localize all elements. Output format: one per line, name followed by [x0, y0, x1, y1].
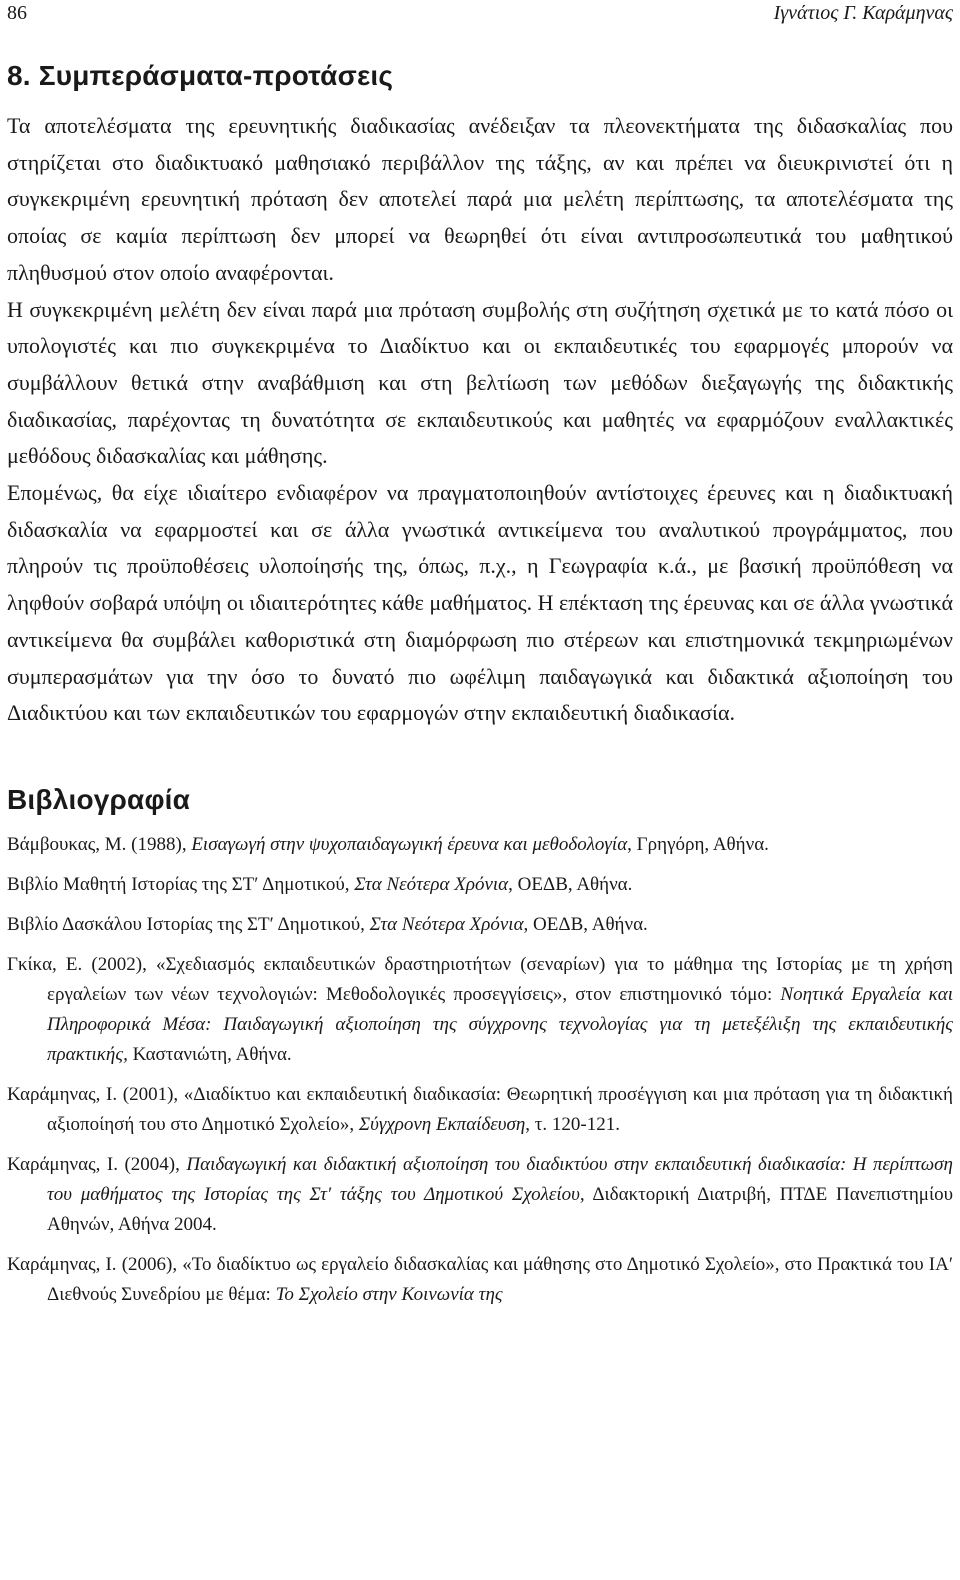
body-paragraph-2: Η συγκεκριμένη μελέτη δεν είναι παρά μια πρόταση συμβολής στη συζήτηση σχετικά με το κατά πόσο οι υπολογιστές και πιο συγκεκριμένα το Διαδίκτυο και οι εκπαιδευτικές του εφαρμογές μπορούν να συμβάλλουν θετικά στην αναβάθμιση και στη βελτίωση των μεθόδων διεξαγωγής της διδακτικής διαδικασίας, παρέχοντας τη δυνατότητα σε εκπαιδευτικούς και μαθητές να εφαρμόζουν εναλλακτικές μεθόδους διδασκαλίας και μάθησης.: [7, 296, 953, 469]
reference-publisher: , ΟΕΔΒ, Αθήνα.: [508, 873, 633, 895]
reference-title: Το Σχολείο στην Κοινωνία της: [275, 1283, 503, 1305]
reference-title: Στα Νεότερα Χρόνια: [369, 913, 524, 935]
reference-entry: [7, 1250, 953, 1310]
page: [7, 0, 953, 1320]
reference-entry: [7, 950, 953, 1070]
reference-text: Βάμβουκας, Μ. (1988),: [7, 833, 192, 855]
reference-text: Γκίκα, Ε. (2002), «Σχεδιασμός εκπαιδευτικών δραστηριοτήτων (σεναρίων) για το μάθημα της Ιστορίας με τη χρήση εργαλείων των νέων τεχνολογιών: Μεθοδολογικές προσεγγίσεις», στον επιστημονικό τόμο:: [7, 953, 953, 1005]
running-header: [7, 0, 953, 40]
reference-publisher: Καστανιώτη, Αθήνα.: [127, 1043, 292, 1065]
reference-text: Καράμηνας, Ι. (2006), «Το διαδίκτυο ως εργαλείο διδασκαλίας και μάθησης στο Δημοτικό Σχολείο», στο Πρακτικά του ΙΑ′ Διεθνούς Συνεδρίου με θέμα:: [7, 1253, 953, 1305]
reference-list: [7, 830, 953, 1310]
reference-entry: [7, 1150, 953, 1240]
reference-publisher: Διδακτορική Διατριβή, ΠΤΔΕ Πανεπιστημίου Αθηνών, Αθήνα 2004.: [47, 1183, 953, 1235]
reference-publisher: , τ. 120-121.: [525, 1113, 620, 1135]
reference-entry: [7, 910, 953, 940]
reference-text: Καράμηνας, Ι. (2004),: [7, 1153, 187, 1175]
reference-publisher: , ΟΕΔΒ, Αθήνα.: [523, 913, 648, 935]
section-title: 8. Συμπεράσματα-προτάσεις: [7, 60, 394, 91]
reference-title: Σύγχρονη Εκπαίδευση: [358, 1113, 526, 1135]
body-paragraph-3: Επομένως, θα είχε ιδιαίτερο ενδιαφέρον να πραγματοποιηθούν αντίστοιχες έρευνες και η διαδικτυακή διδασκαλία να εφαρμοστεί και σε άλλα γνωστικά αντικείμενα του αναλυτικού προγράμματος, που πληρούν τις προϋποθέσεις υλοποίησής της, όπως, π.χ., η Γεωγραφία κ.ά., με βασική προϋπόθεση να ληφθούν σοβαρά υπόψη οι ιδιαιτερότητες κάθε μαθήματος. Η επέκταση της έρευνας και σε άλλα γνωστικά αντικείμενα θα συμβάλει καθοριστικά στη διαμόρφωση πιο στέρεων και επιστημονικά τεκμηριωμένων συμπερασμάτων για την όσο το δυνατό πιο ωφέλιμη παιδαγωγικά και διδακτικά αξιοποίηση του Διαδικτύου και των εκπαιδευτικών του εφαρμογών στην εκπαιδευτική διαδικασία.: [7, 480, 953, 726]
reference-entry: [7, 830, 953, 860]
reference-title: Εισαγωγή στην ψυχοπαιδαγωγική έρευνα και μεθοδολογία: [191, 833, 628, 855]
reference-entry: [7, 870, 953, 900]
reference-entry: [7, 1080, 953, 1140]
bibliography-title: Βιβλιογραφία: [7, 783, 191, 815]
reference-publisher: , Γρηγόρη, Αθήνα.: [627, 833, 769, 855]
reference-text: Βιβλίο Μαθητή Ιστορίας της ΣΤ′ Δημοτικού,: [7, 873, 355, 895]
reference-text: Καράμηνας, Ι. (2001), «Διαδίκτυο και εκπαιδευτική διαδικασία: Θεωρητική προσέγγιση και μια πρόταση για τη διδακτική αξιοποίησή του στο Δημοτικό Σχολείο»,: [7, 1083, 953, 1135]
reference-title: Στα Νεότερα Χρόνια: [354, 873, 509, 895]
reference-title: Παιδαγωγική και διδακτική αξιοποίηση του διαδικτύου στην εκπαιδευτική διαδικασία: Η περίπτωση του μαθήματος της Ιστορίας της Στ′ τάξης του Δημοτικού Σχολείου,: [47, 1153, 953, 1205]
page-number: 86: [7, 2, 27, 24]
body-paragraph-1: Τα αποτελέσματα της ερευνητικής διαδικασίας ανέδειξαν τα πλεονεκτήματα της διδασκαλίας που στηρίζεται στο διαδικτυακό μαθησιακό περιβάλλον της τάξης, αν και πρέπει να διευκρινιστεί ότι η συγκεκριμένη ερευνητική πρόταση δεν αποτελεί παρά μια μελέτη περίπτωσης, τα αποτελέσματα της οποίας σε καμία περίπτωση δεν μπορεί να θεωρηθεί ότι είναι αντιπροσωπευτικά του μαθητικού πληθυσμού στον οποίο αναφέρονται.: [7, 113, 953, 285]
reference-text: Βιβλίο Δασκάλου Ιστορίας της ΣΤ′ Δημοτικού,: [7, 913, 370, 935]
running-author: Ιγνάτιος Γ. Καράμηνας: [773, 2, 953, 24]
reference-title: Νοητικά Εργαλεία και Πληροφορικά Μέσα: Παιδαγωγική αξιοποίηση της σύγχρονης τεχνολογίας για τη μετεξέλιξη της εκπαιδευτικής πρακτικής,: [47, 983, 953, 1065]
